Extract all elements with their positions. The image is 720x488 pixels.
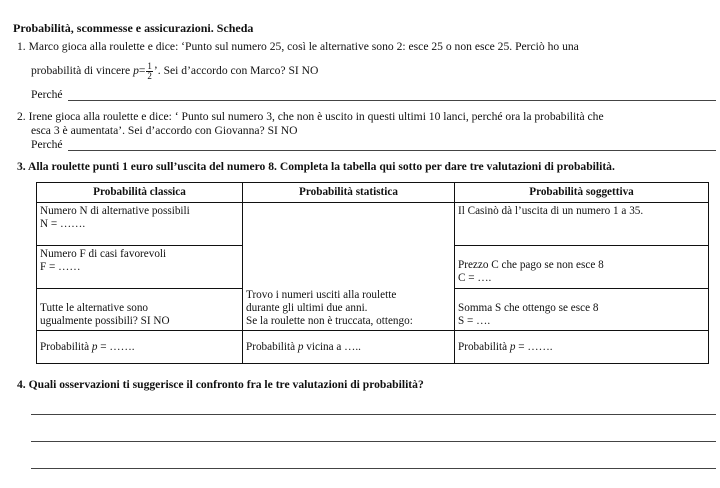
- question-2-line2: esca 3 è aumentata’. Sei d’accordo con Giovanna? SI NO: [31, 124, 298, 137]
- question-4-answer-line-2[interactable]: [31, 441, 716, 442]
- cell-blank-c: C = ….: [458, 271, 492, 284]
- probability-symbol: p: [297, 340, 304, 353]
- probability-symbol: p: [91, 340, 98, 353]
- cell-prezzo-c[interactable]: [455, 246, 709, 289]
- cell-si-no: ugualmente possibili? SI NO: [40, 314, 170, 327]
- question-1-line1: Marco gioca alla roulette e dice: ‘Punto sul numero 25, così le alternative sono 2: esce 25 o non esce 25. Perciò ho una: [28, 40, 579, 53]
- question-1-line2: probabilità di vincere p= $\frac{1}{2}$ ’. Sei d’accordo con Marco? SI NO: [31, 61, 319, 81]
- question-4-number: 4.: [17, 378, 26, 391]
- cell-casi-favorevoli[interactable]: [37, 246, 243, 289]
- header-soggettiva: Probabilità soggettiva: [455, 183, 709, 203]
- cell-alternative-possibili[interactable]: [37, 203, 243, 246]
- cell-somma-s[interactable]: [455, 288, 709, 331]
- question-1-perche-label: Perché: [31, 88, 63, 101]
- probability-symbol: p: [133, 64, 139, 78]
- table-header-row: [37, 183, 709, 203]
- header-statistica: Probabilità statistica: [243, 183, 455, 203]
- cell-label: Il Casinò dà l’uscita di un numero 1 a 35.: [458, 205, 644, 218]
- question-1-line2-a: probabilità di vincere: [31, 64, 131, 78]
- question-4-answer-line-1[interactable]: [31, 414, 716, 415]
- cell-label: Numero N di alternative possibili: [40, 205, 190, 218]
- cell-ugualmente-possibili[interactable]: [37, 288, 243, 331]
- question-4: [17, 378, 424, 392]
- cell-blank-n: N = …….: [40, 218, 86, 231]
- question-3: [17, 160, 615, 174]
- question-1-number: 1.: [17, 40, 26, 53]
- cell-blank-f: F = ……: [40, 260, 81, 273]
- question-1-answer-line[interactable]: [68, 100, 716, 101]
- question-2-number: 2.: [17, 110, 26, 123]
- cell-label: Somma S che ottengo se esce 8: [458, 301, 599, 314]
- probability-symbol: p: [509, 340, 516, 353]
- cell-casino-quota[interactable]: [455, 203, 709, 246]
- cell-label: Probabilità: [40, 340, 90, 353]
- cell-blank-s: S = ….: [458, 314, 491, 327]
- cell-statistica-body[interactable]: [243, 203, 455, 331]
- cell-probabilita-classica[interactable]: [37, 331, 243, 364]
- question-2-answer-line[interactable]: [68, 150, 716, 151]
- question-2: [17, 110, 604, 124]
- cell-label: Numero F di casi favorevoli: [40, 248, 167, 261]
- table-row: [37, 203, 709, 246]
- fraction-denominator: 2: [147, 71, 152, 81]
- cell-blank: = …….: [100, 340, 135, 353]
- question-1-line2-b: ’. Sei d’accordo con Marco? SI NO: [153, 64, 319, 78]
- question-3-text: Alla roulette punti 1 euro sull’uscita del numero 8. Completa la tabella qui sotto per dare tre valutazioni di probabilità.: [27, 160, 615, 173]
- cell-label: Tutte le alternative sono: [40, 301, 149, 314]
- statistica-line-2: durante gli ultimi due anni.: [246, 301, 368, 314]
- cell-probabilita-soggettiva[interactable]: [455, 331, 709, 364]
- cell-blank: vicina a …..: [306, 340, 361, 353]
- cell-label: Prezzo C che pago se non esce 8: [458, 258, 604, 271]
- statistica-line-3: Se la roulette non è truccata, ottengo:: [246, 314, 413, 327]
- cell-blank: = …….: [518, 340, 553, 353]
- cell-label: Probabilità: [246, 340, 296, 353]
- question-2-perche-label: Perché: [31, 138, 63, 151]
- fraction-numerator: 1: [147, 61, 152, 71]
- fraction-one-half: [146, 62, 153, 81]
- statistica-line-1: Trovo i numeri usciti alla roulette: [246, 288, 397, 301]
- probability-table: [36, 182, 709, 364]
- page-title: Probabilità, scommesse e assicurazioni. Scheda: [13, 21, 254, 35]
- cell-label: Probabilità: [458, 340, 508, 353]
- question-2-line1: Irene gioca alla roulette e dice: ‘ Punto sul numero 3, che non è uscito in questi ultimi 10 lanci, perché ora la probabilità che: [28, 110, 604, 123]
- question-3-number: 3.: [17, 160, 26, 173]
- question-4-answer-line-3[interactable]: [31, 468, 716, 469]
- header-classica: Probabilità classica: [37, 183, 243, 203]
- question-4-text: Quali osservazioni ti suggerisce il confronto fra le tre valutazioni di probabilità?: [28, 378, 424, 391]
- table-row: [37, 331, 709, 364]
- cell-probabilita-statistica[interactable]: [243, 331, 455, 364]
- question-1: [17, 40, 579, 54]
